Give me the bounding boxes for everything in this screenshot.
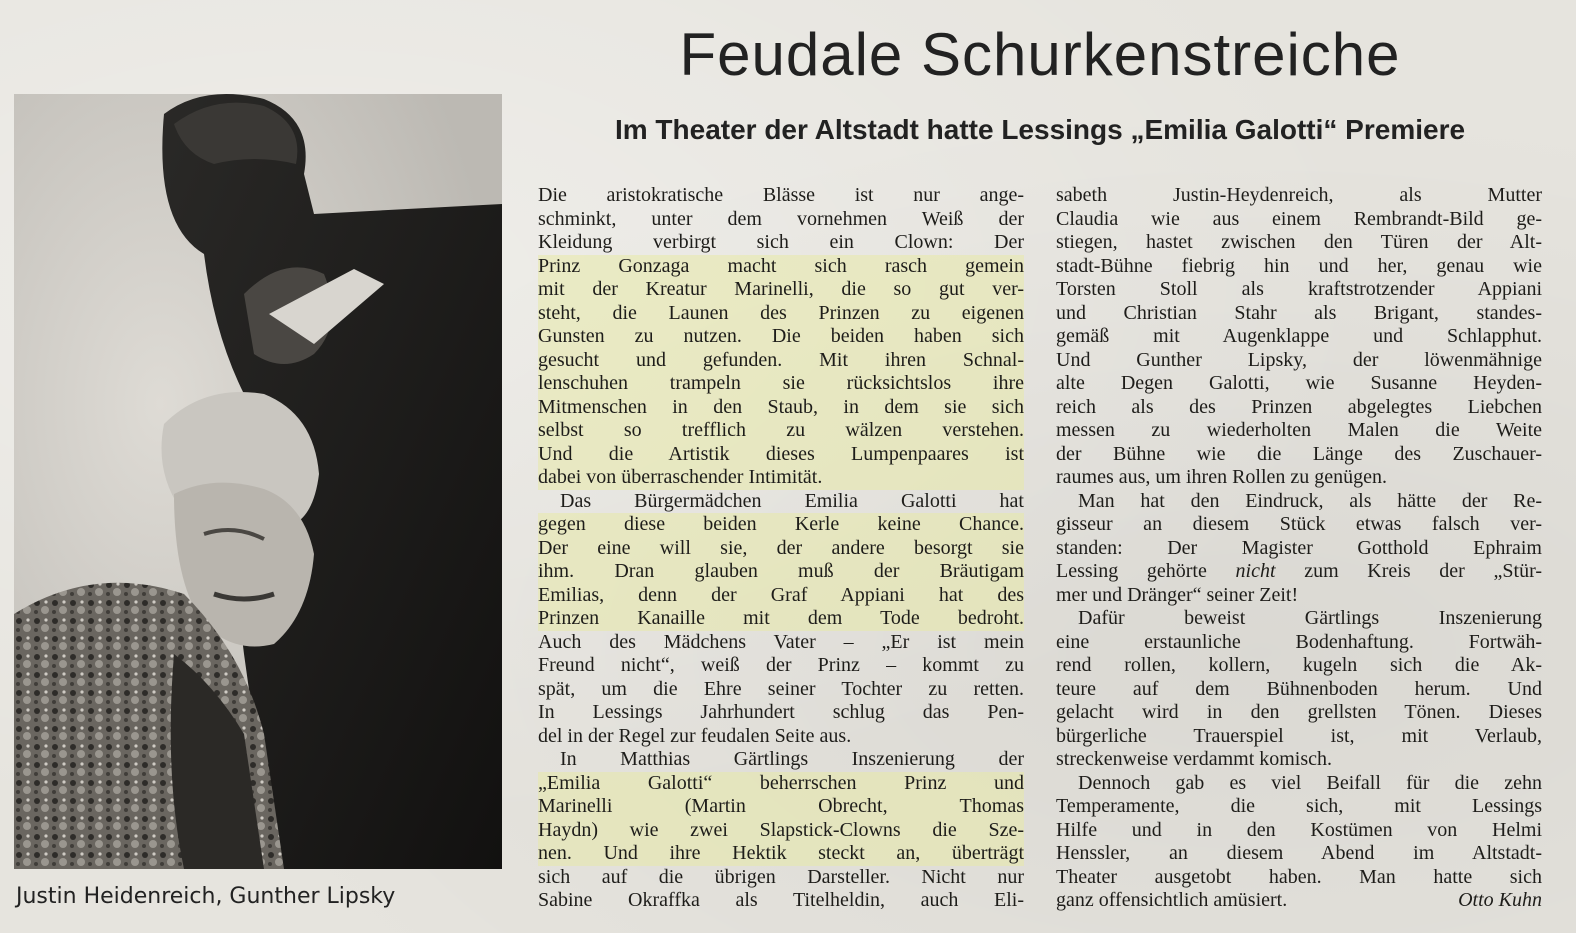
text-line: Und Gunther Lipsky, der löwenmähnige bbox=[1056, 348, 1542, 371]
text-line: messen zu wiederholten Malen die Weite bbox=[1056, 419, 1542, 441]
signoff-line bbox=[1056, 889, 1542, 913]
text-line: Hilfe und in den Kostümen von Helmi bbox=[1056, 818, 1542, 841]
text-line: standen: Der Magister Gotthold Ephraim bbox=[1056, 536, 1542, 559]
photo-illustration bbox=[14, 94, 502, 869]
text-segment: Lessing gehörte bbox=[1056, 560, 1236, 582]
text-line: In Lessings Jahrhundert schlug das Pen- bbox=[538, 701, 1024, 723]
text-line: gisseur an diesem Stück etwas falsch ver- bbox=[1056, 513, 1542, 535]
text-line: reich als des Prinzen abgelegtes Liebchen bbox=[1056, 395, 1542, 418]
text-line: nen. Und ihre Hektik steckt an, überträgt bbox=[538, 842, 1024, 864]
text-line: bürgerliche Trauerspiel ist, mit Verlaub, bbox=[1056, 724, 1542, 747]
article-column-left bbox=[538, 184, 1024, 913]
text-line: Man hat den Eindruck, als hätte der Re- bbox=[1078, 489, 1542, 512]
text-line: und Christian Stahr als Brigant, standes- bbox=[1056, 301, 1542, 324]
text-line: del in der Regel zur feudalen Seite aus. bbox=[538, 724, 852, 747]
text-line: gemäß mit Augenklappe und Schlapphut. bbox=[1056, 325, 1542, 347]
text-line: sabeth Justin-Heydenreich, als Mutter bbox=[1056, 184, 1542, 206]
text-line: Dafür beweist Gärtlings Inszenierung bbox=[1078, 607, 1542, 629]
text-line: gesucht und gefunden. Mit ihren Schnal- bbox=[538, 348, 1024, 371]
text-line: gelacht wird in den grellsten Tönen. Dieses bbox=[1056, 701, 1542, 723]
text-line: Marinelli (Martin Obrecht, Thomas bbox=[538, 795, 1024, 817]
text-line: Der eine will sie, der andere besorgt sie bbox=[538, 536, 1024, 559]
text-line: Auch des Mädchens Vater – „Er ist mein bbox=[538, 630, 1024, 653]
text-line: Haydn) wie zwei Slapstick-Clowns die Sze- bbox=[538, 818, 1024, 841]
text-line: In Matthias Gärtlings Inszenierung der bbox=[560, 748, 1024, 770]
text-line: mit der Kreatur Marinelli, die so gut ver- bbox=[538, 278, 1024, 300]
text-line: Sabine Okraffka als Titelheldin, auch Eli- bbox=[538, 889, 1024, 911]
text-line: „Emilia Galotti“ beherrschen Prinz und bbox=[538, 771, 1024, 794]
text-line: spät, um die Ehre seiner Tochter zu retten. bbox=[538, 677, 1024, 700]
text-line: gegen diese beiden Kerle keine Chance. bbox=[538, 513, 1024, 535]
text-line: Das Bürgermädchen Emilia Galotti hat bbox=[560, 489, 1024, 512]
text-line: Torsten Stoll als kraftstrotzender Appiani bbox=[1056, 278, 1542, 300]
article-photo bbox=[14, 94, 502, 869]
text-line: eine erstaunliche Bodenhaftung. Fortwäh- bbox=[1056, 630, 1542, 653]
photo-caption: Justin Heidenreich, Gunther Lipsky bbox=[16, 884, 396, 909]
text-line: Gunsten zu nutzen. Die beiden haben sich bbox=[538, 325, 1024, 347]
text-line: Dennoch gab es viel Beifall für die zehn bbox=[1078, 771, 1542, 794]
text-segment: zum Kreis der „Stür- bbox=[1275, 560, 1542, 582]
text-line: alte Degen Galotti, wie Susanne Heyden- bbox=[1056, 372, 1542, 394]
text-line: selbst so trefflich zu wälzen verstehen. bbox=[538, 419, 1024, 441]
text-line: Freund nicht“, weiß der Prinz – kommt zu bbox=[538, 654, 1024, 676]
headline: Feudale Schurkenstreiche bbox=[679, 21, 1401, 88]
text-line: stadt-Bühne fiebrig hin und her, genau wie bbox=[1056, 254, 1542, 277]
text-line: rend rollen, kollern, kugeln sich die Ak- bbox=[1056, 654, 1542, 676]
text-line: Claudia wie aus einem Rembrandt-Bild ge- bbox=[1056, 207, 1542, 230]
article-column-right bbox=[1056, 184, 1542, 913]
text-line: raumes aus, um ihren Rollen zu genügen. bbox=[1056, 466, 1388, 488]
text-line: schminkt, unter dem vornehmen Weiß der bbox=[538, 207, 1024, 230]
text-line: ihm. Dran glauben muß der Bräutigam bbox=[538, 560, 1024, 582]
signoff-text: ganz offensichtlich amüsiert. bbox=[1056, 889, 1288, 911]
text-line: Die aristokratische Blässe ist nur ange- bbox=[538, 184, 1024, 206]
text-line: der Bühne wie die Länge des Zuschauer- bbox=[1056, 442, 1542, 465]
text-line: teure auf dem Bühnenboden herum. Und bbox=[1056, 677, 1542, 700]
text-line: Kleidung verbirgt sich ein Clown: Der bbox=[538, 231, 1024, 253]
author-name: Otto Kuhn bbox=[1458, 889, 1542, 911]
text-line: dabei von überraschender Intimität. bbox=[538, 466, 1024, 490]
emphasis-word: nicht bbox=[1235, 560, 1276, 582]
text-line: streckenweise verdammt komisch. bbox=[1056, 748, 1333, 770]
text-line: Mitmenschen in den Staub, in dem sie sich bbox=[538, 395, 1024, 418]
text-line: sich auf die übrigen Darsteller. Nicht nur bbox=[538, 865, 1024, 888]
text-line: lenschuhen trampeln sie rücksichtslos ihre bbox=[538, 372, 1024, 394]
text-line: Theater ausgetobt haben. Man hatte sich bbox=[1056, 865, 1542, 888]
text-line: stiegen, hastet zwischen den Türen der Alt- bbox=[1056, 231, 1542, 253]
subheadline: Im Theater der Altstadt hatte Lessings „Emilia Galotti“ Premiere bbox=[614, 114, 1466, 145]
text-line-with-emphasis bbox=[1056, 560, 1542, 584]
text-line: steht, die Launen des Prinzen zu eigenen bbox=[538, 301, 1024, 324]
text-line: Emilias, denn der Graf Appiani hat des bbox=[538, 583, 1024, 606]
text-line: Temperamente, die sich, mit Lessings bbox=[1056, 795, 1542, 817]
text-line: Und die Artistik dieses Lumpenpaares ist bbox=[538, 442, 1024, 465]
text-line: Henssler, an diesem Abend im Altstadt- bbox=[1056, 842, 1542, 864]
text-line: mer und Dränger“ seiner Zeit! bbox=[1056, 583, 1299, 606]
text-line: Prinz Gonzaga macht sich rasch gemein bbox=[538, 254, 1024, 277]
text-line: Prinzen Kanaille mit dem Tode bedroht. bbox=[538, 607, 1024, 629]
